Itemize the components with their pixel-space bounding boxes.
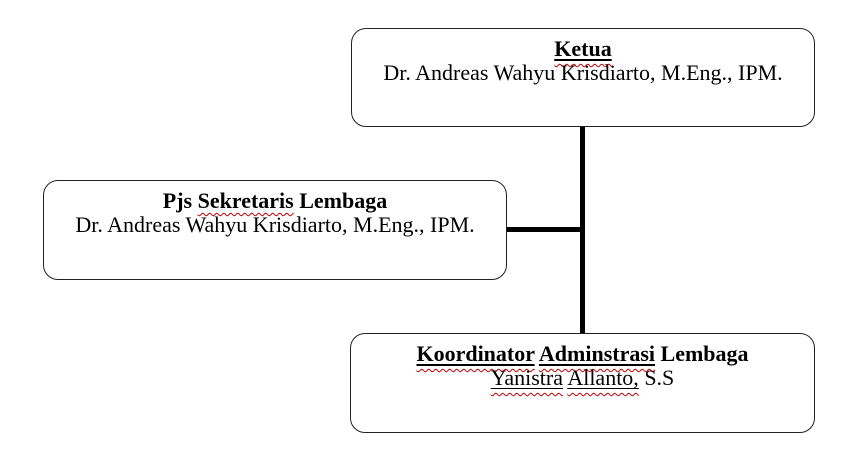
connector-sekretaris-to-trunk	[507, 227, 585, 232]
koordinator-title-word-2: Adminstrasi	[538, 341, 656, 366]
sekretaris-title-prefix: Pjs	[162, 188, 193, 213]
org-box-sekretaris	[43, 180, 507, 280]
org-box-ketua	[351, 28, 815, 127]
sekretaris-title-flagged-word: Sekretaris	[197, 188, 294, 213]
sekretaris-person: Dr. Andreas Wahyu Krisdiarto, M.Eng., IPM.	[75, 212, 475, 237]
koordinator-person-word-1: Yanistra	[490, 365, 564, 390]
koordinator-title	[351, 342, 814, 366]
ketua-title	[352, 37, 814, 61]
koordinator-title-suffix: Lembaga	[660, 341, 749, 366]
koordinator-title-word-1-underline	[416, 341, 534, 366]
org-box-koordinator	[350, 333, 815, 433]
ketua-title-text: Ketua	[554, 36, 612, 61]
koordinator-title-word-2-underline	[539, 341, 655, 366]
koordinator-person-word-2: Allanto,	[567, 365, 639, 390]
ketua-person: Dr. Andreas Wahyu Krisdiarto, M.Eng., IPM.	[383, 60, 783, 85]
sekretaris-title-suffix: Lembaga	[299, 188, 388, 213]
ketua-title-underline	[554, 36, 611, 61]
koordinator-person-word-1-underline	[491, 365, 563, 390]
koordinator-person	[351, 366, 814, 390]
koordinator-title-word-1: Koordinator	[416, 341, 535, 366]
koordinator-person-suffix: S.S	[644, 365, 675, 390]
sekretaris-title	[44, 189, 506, 213]
koordinator-person-word-2-underline	[567, 365, 639, 390]
